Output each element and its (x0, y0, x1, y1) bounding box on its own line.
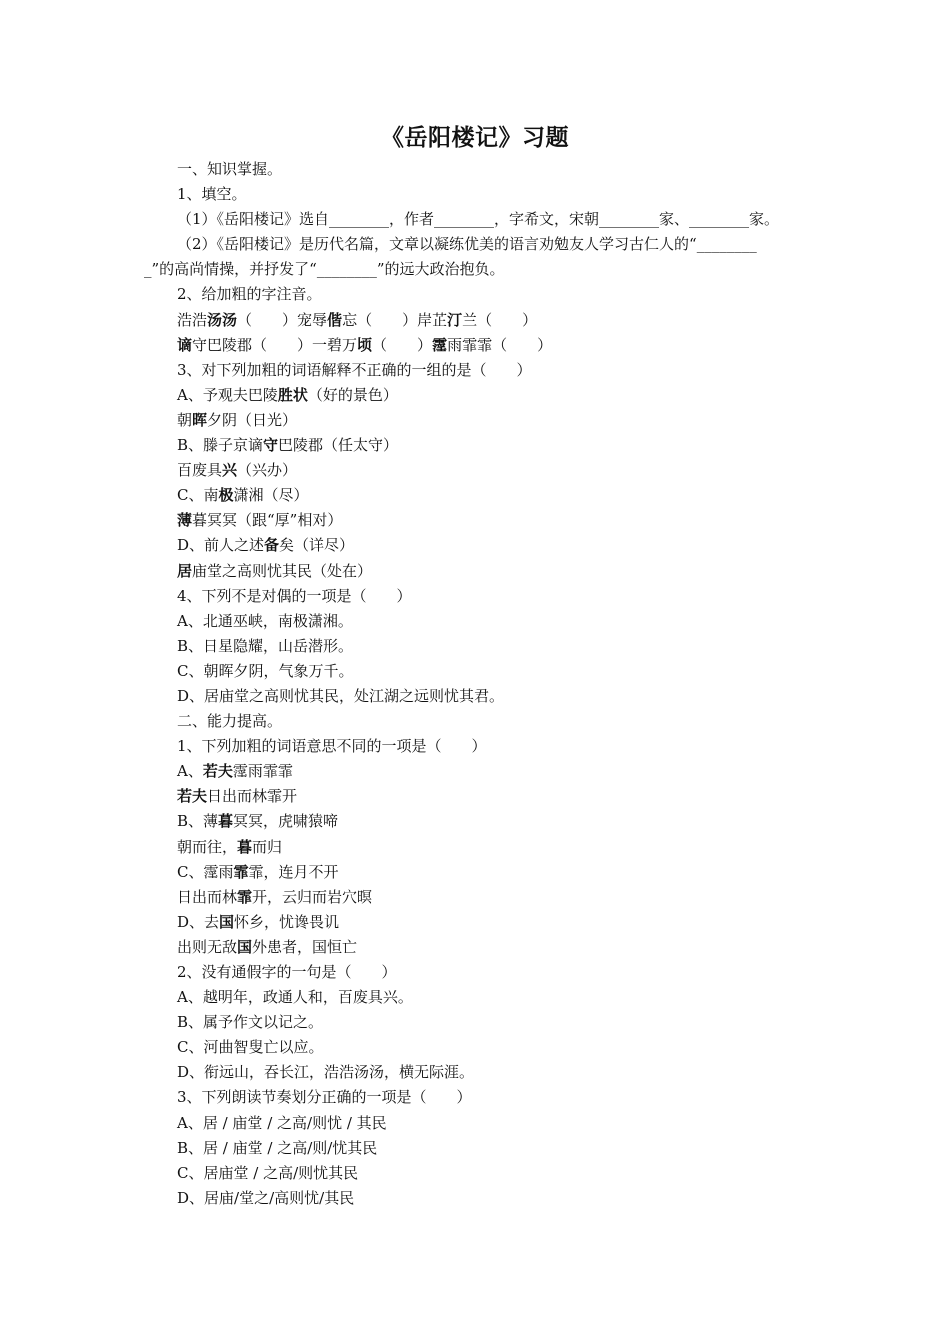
text-line (144, 257, 810, 282)
text-line (144, 308, 810, 333)
text-segment: C、南 (177, 486, 219, 505)
text-segment: A、予观夫巴陵 (177, 385, 278, 404)
text-segment: 开，云归而岩穴暝 (252, 887, 373, 906)
text-line (144, 1060, 810, 1085)
text-segment: _”的高尚情操，并抒发了“________”的远大政治抱负。 (144, 260, 505, 279)
text-line (144, 1010, 810, 1035)
text-segment: 一、知识掌握。 (177, 160, 283, 178)
text-line (144, 1186, 810, 1211)
text-segment: 而归 (252, 837, 283, 856)
text-segment: 忘（ ）岸芷 (342, 310, 448, 329)
bold-character: 兴 (222, 461, 238, 480)
text-segment: （兴办） (237, 461, 298, 480)
text-segment: C、霪雨 (177, 862, 234, 881)
bold-character: 极 (218, 486, 234, 505)
bold-character: 备 (264, 536, 280, 555)
text-line (144, 609, 810, 634)
text-segment: 守巴陵郡（ ）一碧万 (192, 335, 358, 354)
text-line (144, 207, 810, 232)
text-segment: D、衔远山，吞长江，浩浩汤汤，横无际涯。 (177, 1063, 475, 1082)
text-line (144, 533, 810, 558)
text-segment: 雨霏霏（ ） (447, 335, 553, 354)
text-segment: 二、能力提高。 (177, 712, 283, 731)
text-segment: 夕阴（日光） (207, 410, 298, 429)
bold-character: 顷 (357, 335, 373, 354)
text-line (144, 433, 810, 458)
text-segment: （2）《岳阳楼记》是历代名篇，文章以凝练优美的语言劝勉友人学习古仁人的“________ (177, 235, 757, 254)
text-segment: B、属予作文以记之。 (177, 1013, 324, 1032)
bold-character: 霏 (237, 887, 253, 906)
text-segment: （ ） (372, 335, 433, 354)
bold-character: 若夫 (202, 762, 233, 781)
text-segment: 1、填空。 (177, 185, 247, 204)
text-line (144, 282, 810, 307)
text-line (144, 458, 810, 483)
text-segment: A、越明年，政通人和，百废具兴。 (177, 988, 413, 1007)
text-line (144, 157, 810, 182)
text-segment: （1）《岳阳楼记》选自________，作者________，字希文，宋朝________家、________家。 (177, 210, 780, 229)
text-segment: A、居 / 庙堂 / 之高/则忧 / 其民 (177, 1113, 387, 1132)
page-title: 《岳阳楼记》习题 (381, 125, 569, 151)
text-segment: B、居 / 庙堂 / 之高/则/忧其民 (177, 1138, 378, 1157)
text-segment: C、朝晖夕阴，气象万千。 (177, 661, 354, 680)
text-line (144, 333, 810, 358)
text-line (144, 383, 810, 408)
text-segment: 日出而林 (177, 887, 238, 906)
text-segment: 朝而往， (177, 837, 238, 856)
bold-character: 汀 (447, 310, 463, 329)
bold-character: 胜状 (277, 385, 308, 404)
text-line (144, 1136, 810, 1161)
text-segment: 霏，连月不开 (248, 862, 339, 881)
text-line (144, 759, 810, 784)
text-segment: 浩浩 (177, 310, 208, 329)
text-line (144, 910, 810, 935)
text-line (144, 835, 810, 860)
text-line (144, 1085, 810, 1110)
text-line (144, 483, 810, 508)
text-line (144, 559, 810, 584)
text-segment: 出则无敌 (177, 937, 238, 956)
text-segment: （好的景色） (307, 385, 398, 404)
bold-character: 霪 (432, 335, 448, 354)
bold-character: 暮 (237, 837, 253, 856)
text-segment: 百废具 (177, 461, 223, 480)
text-segment: D、去 (177, 912, 220, 931)
text-segment: B、滕子京谪 (177, 436, 264, 455)
text-line (144, 935, 810, 960)
text-segment: D、居庙堂之高则忧其民，处江湖之远则忧其君。 (177, 686, 505, 705)
text-line (144, 734, 810, 759)
text-line (144, 885, 810, 910)
text-segment: 巴陵郡（任太守） (278, 436, 399, 455)
bold-character: 暮 (218, 812, 234, 831)
bold-character: 晖 (192, 410, 208, 429)
text-segment: C、河曲智叟亡以应。 (177, 1038, 324, 1057)
text-segment: 霪雨霏霏 (232, 762, 293, 781)
text-segment: 2、没有通假字的一句是（ ） (177, 963, 397, 981)
text-line (144, 584, 810, 609)
text-segment: 日出而林霏开 (207, 787, 298, 806)
text-line (144, 634, 810, 659)
text-segment: 暮冥冥（跟“厚”相对） (192, 511, 343, 530)
text-line (144, 358, 810, 383)
text-line (144, 1111, 810, 1136)
text-line (144, 960, 810, 985)
text-segment: D、前人之述 (177, 536, 265, 555)
text-segment: 3、下列朗读节奏划分正确的一项是（ ） (177, 1088, 472, 1107)
text-line (144, 809, 810, 834)
text-segment: 怀乡，忧谗畏讥 (234, 912, 340, 931)
bold-character: 汤汤 (207, 310, 238, 329)
bold-character: 守 (263, 436, 279, 455)
text-segment: A、 (177, 762, 203, 781)
text-line (144, 860, 810, 885)
bold-character: 国 (219, 912, 235, 931)
bold-character: 薄 (177, 511, 193, 530)
text-segment: 冥冥，虎啸猿啼 (233, 812, 339, 831)
text-segment: B、薄 (177, 812, 219, 831)
text-line (144, 985, 810, 1010)
text-segment: D、居庙/堂之/高则忧/其民 (177, 1188, 355, 1207)
bold-character: 国 (237, 937, 253, 956)
bold-character: 谪 (177, 335, 193, 354)
bold-character: 偕 (327, 310, 343, 329)
text-segment: 矣（详尽） (279, 536, 355, 555)
text-line (144, 182, 810, 207)
text-segment: 4、下列不是对偶的一项是（ ） (177, 586, 412, 605)
text-line (144, 508, 810, 533)
bold-character: 若夫 (177, 787, 208, 806)
text-segment: C、居庙堂 / 之高/则忧其民 (177, 1163, 359, 1182)
bold-character: 居 (177, 561, 193, 580)
text-segment: B、日星隐耀，山岳潜形。 (177, 636, 354, 655)
exercise-body (144, 157, 810, 1211)
text-segment: 1、下列加粗的词语意思不同的一项是（ ） (177, 737, 487, 756)
text-line (144, 1161, 810, 1186)
text-segment: （ ）宠辱 (237, 310, 328, 329)
text-line (144, 232, 810, 257)
text-segment: 外患者，国恒亡 (252, 937, 358, 956)
text-segment: 朝 (177, 410, 193, 429)
bold-character: 霏 (233, 862, 249, 881)
text-segment: 庙堂之高则忧其民（处在） (192, 561, 373, 580)
text-line (144, 709, 810, 734)
text-line (144, 684, 810, 709)
text-line (144, 659, 810, 684)
text-line (144, 1035, 810, 1060)
text-segment: 兰（ ） (462, 310, 538, 329)
text-line (144, 784, 810, 809)
text-segment: A、北通巫峡，南极潇湘。 (177, 611, 353, 630)
text-line (144, 408, 810, 433)
text-segment: 2、给加粗的字注音。 (177, 285, 322, 304)
text-segment: 3、对下列加粗的词语解释不正确的一组的是（ ） (177, 360, 532, 379)
text-segment: 潇湘（尽） (233, 486, 309, 505)
